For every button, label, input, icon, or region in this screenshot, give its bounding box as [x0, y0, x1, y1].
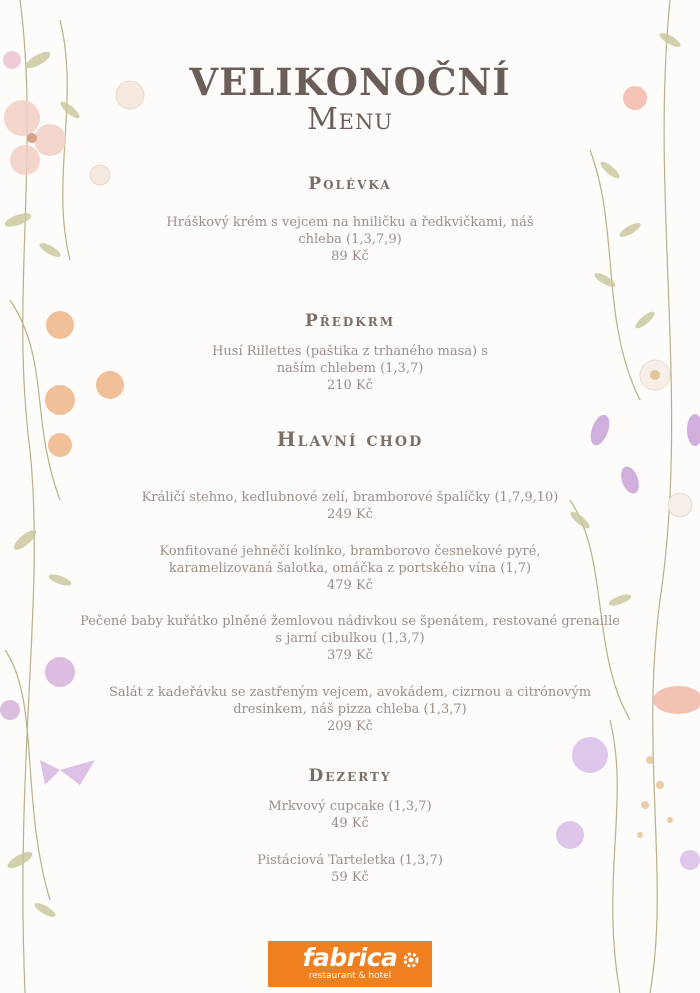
item-name: Hráškový krém s vejcem na hniličku a ředkvičkami, náš chleba (1,3,7,9)	[166, 215, 534, 247]
menu-item	[115, 543, 585, 594]
gear-icon	[400, 949, 422, 971]
logo-wordmark: fabrica	[302, 943, 398, 972]
menu-item	[90, 852, 610, 886]
item-price: 49 Kč	[331, 816, 369, 831]
menu-item	[90, 489, 610, 523]
menu-item	[145, 214, 555, 265]
menu-title: VELIKONOČNÍ	[189, 60, 511, 104]
item-name: Pečené baby kuřátko plněné žemlovou nádivkou se špenátem, restované grenaille s jarní cibulkou (1,3,7)	[80, 614, 620, 646]
section-heading-predkrm: Předkrm	[305, 311, 395, 331]
item-price: 209 Kč	[327, 719, 373, 734]
item-name: Králičí stehno, kedlubnové zelí, bramborové špalíčky (1,7,9,10)	[141, 490, 559, 505]
item-name: Pistáciová Tarteletka (1,3,7)	[257, 853, 443, 868]
menu-item	[90, 798, 610, 832]
item-name: Mrkvový cupcake (1,3,7)	[268, 799, 432, 814]
item-name: Konfitované jehněčí kolínko, bramborovo česnekové pyré, karamelizovaná šalotka, omáčka z portského vína (1,7)	[159, 544, 541, 576]
item-price: 59 Kč	[331, 870, 369, 885]
menu-subtitle: Menu	[306, 102, 394, 137]
menu-item	[195, 343, 505, 394]
item-price: 89 Kč	[331, 249, 369, 264]
menu-item	[75, 613, 625, 664]
logo-tagline: restaurant & hotel	[308, 971, 392, 981]
item-name: Salát z kadeřávku se zastřeným vejcem, avokádem, cizrnou a citrónovým dresinkem, náš pizza chleba (1,3,7)	[108, 685, 592, 717]
fabrica-logo	[268, 941, 432, 987]
item-price: 249 Kč	[327, 507, 373, 522]
section-heading-dezerty: Dezerty	[308, 766, 392, 786]
section-heading-hlavni-chod: Hlavní chod	[276, 427, 424, 451]
item-price: 479 Kč	[327, 578, 373, 593]
item-price: 379 Kč	[327, 648, 373, 663]
item-price: 210 Kč	[327, 378, 373, 393]
menu-item	[75, 684, 625, 735]
item-name: Husí Rillettes (paštika z trhaného masa) s naším chlebem (1,3,7)	[212, 344, 488, 376]
section-heading-polevka: Polévka	[308, 174, 392, 194]
